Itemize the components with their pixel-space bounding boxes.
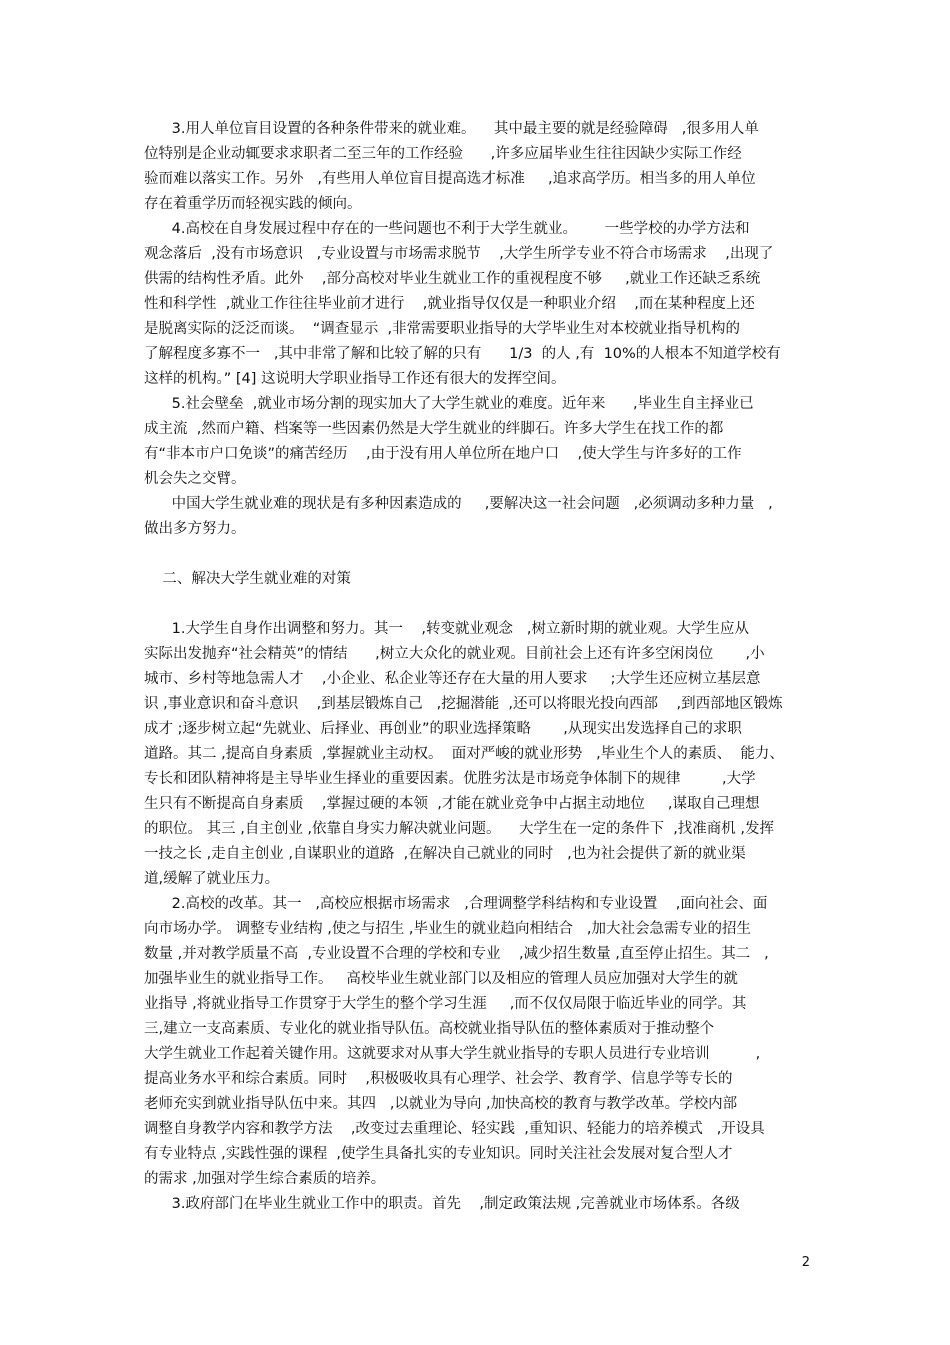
- text-line: 机会失之交臂。: [144, 471, 246, 487]
- text-line: 是脱离实际的泛泛而谈。 “调查显示 ,非常需要职业指导的大学毕业生对本校就业指导机构的: [144, 321, 741, 337]
- text-line: 老师充实到就业指导队伍中来。其四 ,以就业为导向 ,加快高校的教育与教学改革。学校内部: [144, 1096, 738, 1112]
- text-line: 数量 ,并对教学质量不高 ,专业设置不合理的学校和专业 ,减少招生数量 ,直至停止招生。其二 ,: [144, 946, 769, 962]
- text-line: 城市、乡村等地急需人才 ,小企业、私企业等还存在大量的用人要求 ;大学生还应树立基层意: [144, 671, 761, 687]
- text-line: 3.用人单位盲目设置的各种条件带来的就业难。 其中最主要的就是经验障碍 ,很多用人单: [144, 121, 759, 137]
- text-line: 5.社会壁垒 ,就业市场分割的现实加大了大学生就业的难度。近年来 ,毕业生自主择业已: [144, 396, 754, 412]
- text-line: 三,建立一支高素质、专业化的就业指导队伍。高校就业指导队伍的整体素质对于推动整个: [144, 1021, 715, 1037]
- text-line: 调整自身教学内容和教学方法 ,改变过去重理论、轻实践 ,重知识、轻能力的培养模式 ,开设具: [144, 1121, 765, 1137]
- text-line: 向市场办学。 调整专业结构 ,使之与招生 ,毕业生的就业趋向相结合 ,加大社会急需专业的招生: [144, 921, 751, 937]
- text-line: 生只有不断提高自身素质 ,掌握过硬的本领 ,才能在就业竞争中占据主动地位 ,谋取自己理想: [144, 796, 760, 812]
- text-line: 1.大学生自身作出调整和努力。其一 ,转变就业观念 ,树立新时期的就业观。大学生应从: [144, 621, 749, 637]
- text-line: 加强毕业生的就业指导工作。 高校毕业生就业部门以及相应的管理人员应加强对大学生的就: [144, 971, 738, 987]
- text-line: 一技之长 ,走自主创业 ,自谋职业的道路 ,在解决自己就业的同时 ,也为社会提供了新的就业渠: [144, 846, 746, 862]
- text-line: 专长和团队精神将是主导毕业生择业的重要因素。优胜劣汰是市场竞争体制下的规律 ,大学: [144, 771, 756, 787]
- text-line: 成主流 ,然而户籍、档案等一些因素仍然是大学生就业的绊脚石。许多大学生在找工作的都: [144, 421, 724, 437]
- text-line: 4.高校在自身发展过程中存在的一些问题也不利于大学生就业。 一些学校的办学方法和: [144, 221, 750, 237]
- text-line: 观念落后 ,没有市场意识 ,专业设置与市场需求脱节 ,大学生所学专业不符合市场需求 ,出现了: [144, 246, 774, 262]
- text-line: 供需的结构性矛盾。此外 ,部分高校对毕业生就业工作的重视程度不够 ,就业工作还缺乏系统: [144, 271, 761, 287]
- text-line: 验而难以落实工作。另外 ,有些用人单位盲目提高选才标准 ,追求高学历。相当多的用人单位: [144, 171, 756, 187]
- text-line: 道路。其二 ,提高自身素质 ,掌握就业主动权。 面对严峻的就业形势 ,毕业生个人的素质、 能力、: [144, 746, 784, 762]
- text-line: 识 ,事业意识和奋斗意识 ,到基层锻炼自己 ,挖掘潜能 ,还可以将眼光投向西部 ,到西部地区锻炼: [144, 696, 783, 712]
- text-line: 2.高校的改革。其一 ,高校应根据市场需求 ,合理调整学科结构和专业设置 ,面向社会、面: [144, 896, 768, 912]
- text-line: 3.政府部门在毕业生就业工作中的职责。首先 ,制定政策法规 ,完善就业市场体系。各级: [144, 1196, 740, 1212]
- text-line: 做出多方努力。: [144, 521, 246, 537]
- text-line: 中国大学生就业难的现状是有多种因素造成的 ,要解决这一社会问题 ,必须调动多种力量 ,: [144, 496, 773, 512]
- text-line: 业指导 ,将就业指导工作贯穿于大学生的整个学习生涯 ,而不仅仅局限于临近毕业的同学。其: [144, 996, 747, 1012]
- text-line: 的需求 ,加强对学生综合素质的培养。: [144, 1171, 386, 1187]
- text-line: 的职位。 其三 ,自主创业 ,依靠自身实力解决就业问题。 大学生在一定的条件下 ,找准商机 ,发挥: [144, 821, 775, 837]
- section-heading: 二、解决大学生就业难的对策: [144, 571, 351, 587]
- text-line: 位特别是企业动辄要求求职者二至三年的工作经验 ,许多应届毕业生往往因缺少实际工作经: [144, 146, 742, 162]
- text-line: 有专业特点 ,实践性强的课程 ,使学生具备扎实的专业知识。同时关注社会发展对复合型人才: [144, 1146, 733, 1162]
- text-line: 实际出发抛弃“社会精英”的情结 ,树立大众化的就业观。目前社会上还有许多空闲岗位 ,小: [144, 646, 765, 662]
- text-line: 道,缓解了就业压力。: [144, 871, 280, 887]
- text-line: 了解程度多寡不一 ,其中非常了解和比较了解的只有 1/3 的人 ,有 10%的人根本不知道学校有: [144, 346, 781, 362]
- text-line: [144, 594, 814, 614]
- text-line: 大学生就业工作起着关键作用。这就要求对从事大学生就业指导的专职人员进行专业培训 ,: [144, 1046, 761, 1062]
- text-line: 存在着重学历而轻视实践的倾向。: [144, 196, 362, 212]
- text-line: [144, 544, 814, 564]
- text-line: 这样的机构。” [4] 这说明大学职业指导工作还有很大的发挥空间。: [144, 371, 566, 387]
- text-line: 性和科学性 ,就业工作往往毕业前才进行 ,就业指导仅仅是一种职业介绍 ,而在某种程度上还: [144, 296, 755, 312]
- text-line: 有“非本市户口免谈”的痛苦经历 ,由于没有用人单位所在地户口 ,使大学生与许多好的工作: [144, 446, 742, 462]
- text-line: 提高业务水平和综合素质。同时 ,积极吸收具有心理学、社会学、教育学、信息学等专长的: [144, 1071, 733, 1087]
- text-line: 成才 ;逐步树立起“先就业、后择业、再创业”的职业选择策略 ,从现实出发选择自己的求职: [144, 721, 742, 737]
- page-number: 2: [801, 1255, 810, 1270]
